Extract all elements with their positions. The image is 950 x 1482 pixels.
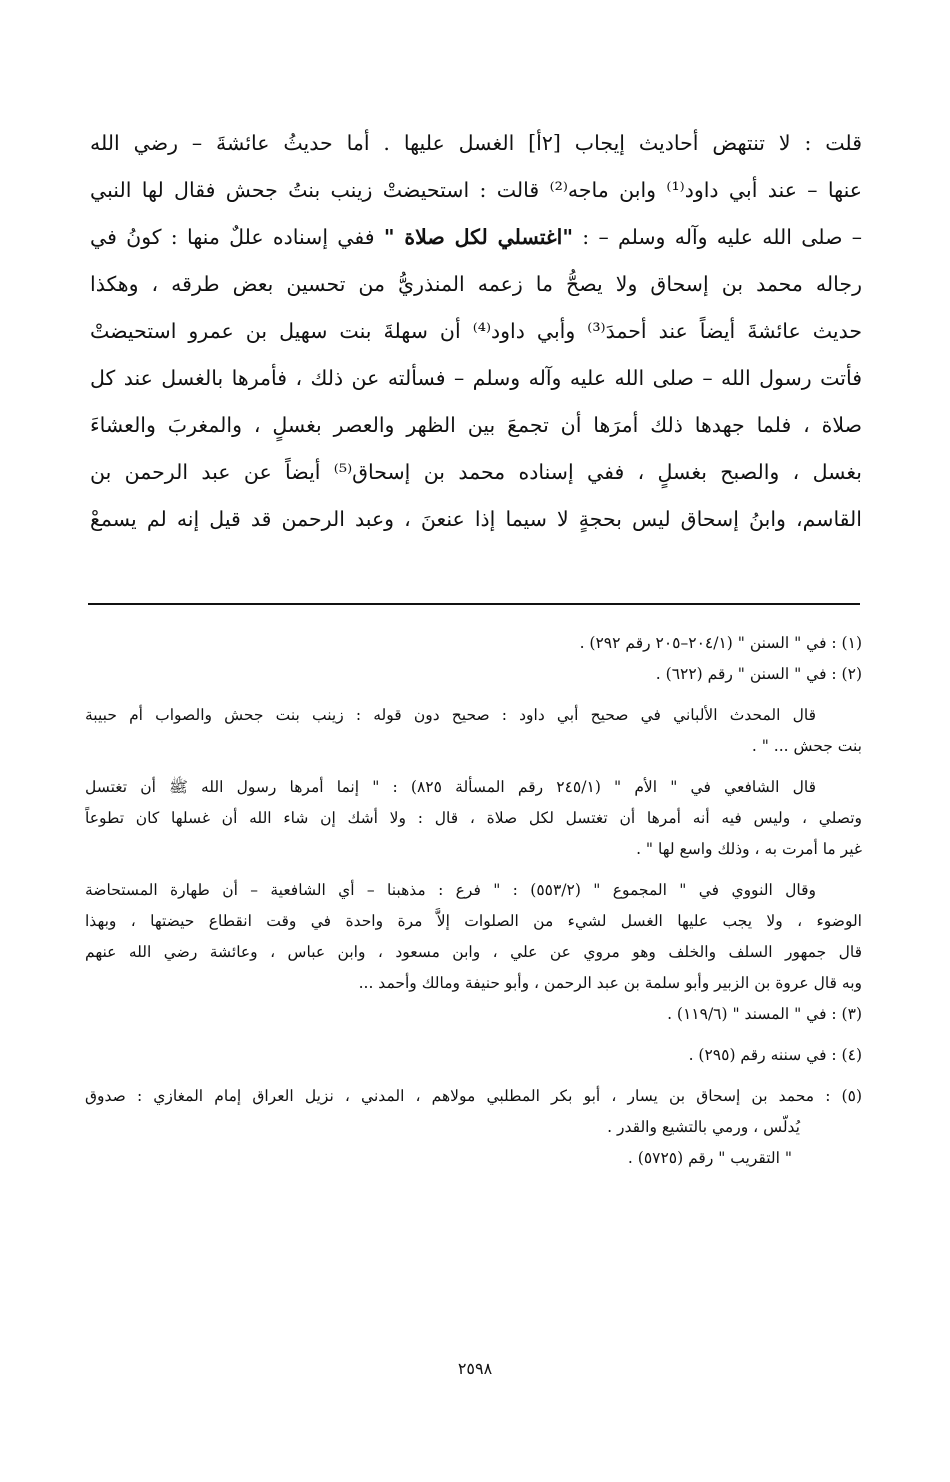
main-line-1: قلت : لا تنتهض أحاديث إيجاب [٢أ] الغسل عليها . أما حديثُ عائشةَ – رضي الله — [90, 131, 862, 155]
main-line-5: حديث عائشةَ أيضاً عند أحمدَ⁽³⁾ وأبي داود⁽⁴⁾ أن سهلةَ بنت سهيل بن عمرو استحيضتْ — [90, 319, 862, 343]
main-line-4: رجاله محمد بن إسحاق ولا يصحُّ ما زعمه المنذريُّ من تحسين بعض طرقه ، وهكذا — [90, 272, 862, 296]
bold-hadith-quote: "اغتسلي لكل صلاة " — [383, 225, 574, 249]
main-line-6: فأتت رسول الله – صلى الله عليه وآله وسلم – فسألته عن ذلك ، فأمرها بالغسل عند كل — [90, 366, 862, 390]
main-line-2: عنها – عند أبي داود⁽¹⁾ وابن ماجه⁽²⁾ قالت : استحيضتْ زينب بنتُ جحش فقال لها النبي — [90, 178, 862, 202]
footnote-5-line-3: " التقريب " رقم (٥٧٢٥) . — [627, 1149, 792, 1167]
main-line-9: القاسم، وابنُ إسحاق ليس بحجةٍ لا سيما إذا عنعنَ ، وعبد الرحمن قد قيل إنه لم يسمعْ — [90, 507, 862, 531]
footnote-5-line-1: (٥) : محمد بن إسحاق بن يسار ، أبو بكر المطلبي مولاهم ، المدني ، نزيل العراق إمام المغازي : صدوق — [85, 1087, 862, 1105]
footnote-5-line-2: يُدلّس ، ورمي بالتشيع والقدر . — [607, 1118, 800, 1136]
footnote-2-nawawi-line-4: وبه قال عروة بن الزبير وأبو سلمة بن عبد الرحمن ، وأبو حنيفة ومالك وأحمد ... — [358, 974, 862, 992]
footnote-2-nawawi-line-2: الوضوء ، ولا يجب عليها الغسل لشيء من الصلوات إلاَّ مرة واحدة في وقت انقطاع حيضتها ، وبهذا — [85, 912, 862, 930]
main-text — [90, 120, 862, 543]
footnote-2: (٢) : في " السنن " رقم (٦٢٢) . — [655, 665, 862, 683]
footnotes — [85, 628, 862, 1174]
footnote-2-nawawi-line-1: وقال النووي في " المجموع " (٥٥٣/٢) : " فرع : مذهبنا – أي الشافعية – أن طهارة المستحاضة — [85, 881, 816, 899]
page-number: ٢٥٩٨ — [457, 1359, 493, 1378]
footnote-1: (١) : في " السنن " (٢٠٤/١–٢٠٥ رقم ٢٩٢) . — [579, 634, 862, 652]
footnote-2-albani-line-2: بنت جحش ... " . — [751, 737, 862, 755]
footnote-4: (٤) : في سننه رقم (٢٩٥) . — [688, 1046, 862, 1064]
footnote-2-albani-line-1: قال المحدث الألباني في صحيح أبي داود : صحيح دون قوله : زينب بنت جحش والصواب أم حبيبة — [85, 706, 816, 724]
footnote-2-shafii-line-1: قال الشافعي في " الأم " (٢٤٥/١ رقم المسألة ٨٢٥) : " إنما أمرها رسول الله ﷺ أن تغتسل — [85, 778, 817, 796]
main-line-3: – صلى الله عليه وآله وسلم – : "اغتسلي لكل صلاة " ففي إسناده عللٌ منها : كونُ في — [90, 225, 862, 249]
footnote-3: (٣) : في " المسند " (١١٩/٦) . — [667, 1005, 862, 1023]
footnote-2-nawawi-line-3: قال جمهور السلف والخلف وهو مروي عن علي ، وابن مسعود ، وابن عباس ، وعائشة رضي الله عنهم — [85, 943, 862, 961]
main-line-8: بغسل ، والصبح بغسلٍ ، ففي إسناده محمد بن إسحاق⁽⁵⁾ أيضاً عن عبد الرحمن بن — [90, 460, 862, 484]
footnote-2-shafii-line-3: غير ما أمرت به ، وذلك واسع لها " . — [636, 840, 862, 858]
footnote-separator — [88, 603, 860, 605]
footnote-2-shafii-line-2: وتصلي ، وليس فيه أنه أمرها أن تغتسل لكل صلاة ، قال : ولا أشك إن شاء الله أن غسلها كان تطوعاً — [85, 809, 862, 827]
main-line-7: صلاة ، فلما جهدها ذلك أمرَها أن تجمعَ بين الظهر والعصر بغسلٍ ، والمغربَ والعشاءَ — [90, 413, 862, 437]
